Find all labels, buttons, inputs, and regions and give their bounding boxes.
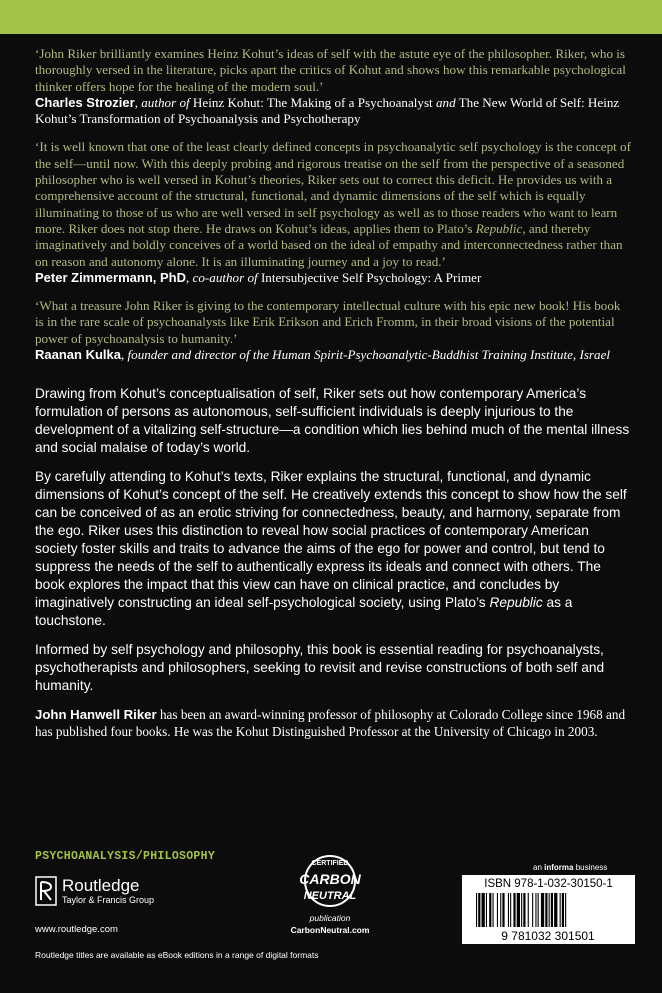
endorser-name: Charles Strozier — [35, 94, 135, 110]
barcode-bar — [478, 893, 480, 927]
barcode-icon — [462, 875, 635, 944]
carbon-neutral-icon — [285, 850, 375, 912]
routledge-mark-icon — [35, 876, 57, 906]
svg-text:NEUTRAL: NEUTRAL — [303, 890, 357, 902]
endorser-name: Peter Zimmermann, PhD — [35, 269, 186, 285]
barcode-bar — [549, 893, 550, 927]
isbn-number: ISBN 978-1-032-30150-1 — [484, 878, 613, 890]
svg-text:CARBON: CARBON — [299, 871, 361, 887]
endorsement-quote-3: ‘What a treasure John Riker is giving to the contemporary intellectual culture with his epic new book! His book is in the rare scale of psychoanalysts like Erik Erikson and Erich Fromm, in their broad visions of the potential power of psychoanalysis to humanity.’ — [35, 298, 621, 346]
endorsement-quote-1: ‘John Riker brilliantly examines Heinz Kohut’s ideas of self with the astute eye of the philosopher. Riker, who is thoroughly versed in the literature, picks apart the critics of Kohut and shows how this remarkable psychological thinker offers hope for the healing of the modern soul.’ — [35, 46, 626, 94]
carbon-url: CarbonNeutral.com — [290, 925, 370, 935]
carbon-neutral-badge — [285, 850, 375, 934]
barcode-bar — [517, 893, 520, 927]
subject-category: PSYCHOANALYSIS/PHILOSOPHY — [35, 850, 216, 863]
barcode-bar — [510, 893, 511, 927]
description-paragraph-2: By carefully attending to Kohut’s texts, Riker explains the structural, functional, and dynamic dimensions of Kohut’s concept of the self. He creatively extends this concept to show how the self can be conceived of as an erotic striving for connectedness, beauty, and harmony, separate from the ego. Riker uses this distinction to reveal how social practices of contemporary American society foster skills and traits to advance the aims of the ego for power and control, but tend to suppress the needs of the self to authentically express its ideals and connect with others. The book explores the impact that this view can have on clinical practice, and concludes by imaginatively constructing an ideal self-psychological society, using Plato’s Republic as a touchstone. — [35, 469, 627, 629]
barcode-bar — [502, 893, 504, 927]
description-paragraph-1: Drawing from Kohut’s conceptualisation of self, Riker sets out how contemporary America’s formulation of persons as autonomous, self-sufficient individuals is deeply injurious to the development of a vitalizing self-structure—a condition which lies behind much of the mental illness and social malaise of today’s world. — [35, 386, 630, 456]
barcode-bar — [476, 893, 477, 927]
barcode-bar — [545, 893, 547, 927]
endorsement-quote-2: ‘It is well known that one of the least clearly defined concepts in psychoanalytic self psychology is the concept of the self—until now. With this deeply probing and rigorous treatise on the self from the perspective of a seasoned philosopher who is well versed in Kohut’s theories, Riker sets out to correct this deficit. He provides us with a comprehensive account of the structural, functional, and dynamic dimensions of the self which is equally illuminating to those of us who are well versed in self psychology as well as to those readers who want to learn more. Riker does not stop there. He draws on Kohut’s ideas, applies them to Plato’s Republic, and thereby imaginatively and boldly conceives of a world based on the ideal of empathy and interconnectedness rather than on reason and autonomy alone. It is an illuminating journey and a joy to read.’ — [35, 139, 631, 269]
barcode-bar — [500, 893, 501, 927]
author-name: John Hanwell Riker — [35, 707, 157, 723]
barcode-bar — [482, 893, 485, 927]
description-paragraph-3: Informed by self psychology and philosophy, this book is essential reading for psychoanalysts, psychotherapists and philosophers, seeking to revisit and revise constructions of both self and humanity. — [35, 642, 605, 694]
endorsement-attribution-3: Raanan Kulka, founder and director of the Human Spirit-Psychoanalytic-Buddhist Training Institute, Israel — [35, 347, 611, 363]
barcode-bar — [541, 893, 544, 927]
barcode-bar — [521, 893, 522, 927]
publisher-name: Routledge — [62, 875, 140, 895]
barcode-bar — [565, 893, 566, 927]
barcode-bar — [532, 893, 533, 927]
barcode-bar — [508, 893, 509, 927]
publisher-logo — [35, 876, 154, 906]
endorsement-attribution-2: Peter Zimmermann, PhD, co-author of Intersubjective Self Psychology: A Primer — [35, 269, 482, 285]
carbon-publication-label: publication — [309, 913, 351, 923]
barcode-bar — [493, 893, 494, 927]
barcode-bar — [486, 893, 487, 927]
svg-text:CERTIFIED: CERTIFIED — [311, 860, 349, 867]
informa-label: an informa business — [533, 863, 608, 872]
barcode-bar — [554, 893, 557, 927]
barcode-bar — [528, 893, 529, 927]
isbn-barcode — [462, 875, 635, 944]
endorser-name: Raanan Kulka — [35, 347, 121, 363]
top-accent-band — [0, 0, 662, 34]
barcode-bar — [551, 893, 553, 927]
barcode-bar — [523, 893, 525, 927]
ebook-footer-note: Routledge titles are available as eBook editions in a range of digital formats — [35, 950, 319, 960]
barcode-bar — [560, 893, 561, 927]
publisher-group: Taylor & Francis Group — [62, 894, 155, 905]
barcode-bar — [535, 893, 536, 927]
svg-text:9 781032 301501: 9 781032 301501 — [501, 929, 595, 943]
endorsement-attribution-1: Charles Strozier, author of Heinz Kohut: The Making of a Psychoanalyst and The New World of Self: Heinz Kohut’s Transformation of Psychoanalysis and Psychotherapy — [35, 94, 620, 127]
barcode-bar — [489, 893, 491, 927]
barcode-bar — [513, 893, 515, 927]
back-cover-content — [35, 46, 631, 740]
publisher-url: www.routledge.com — [35, 924, 118, 935]
author-bio: John Hanwell Riker has been an award-winning professor of philosophy at Colorado College since 1968 and has published four books. He was the Kohut Distinguished Professor at the University of Chicago in 2003. — [35, 707, 626, 740]
barcode-bar — [538, 893, 539, 927]
barcode-bar — [562, 893, 564, 927]
barcode-bar — [497, 893, 498, 927]
